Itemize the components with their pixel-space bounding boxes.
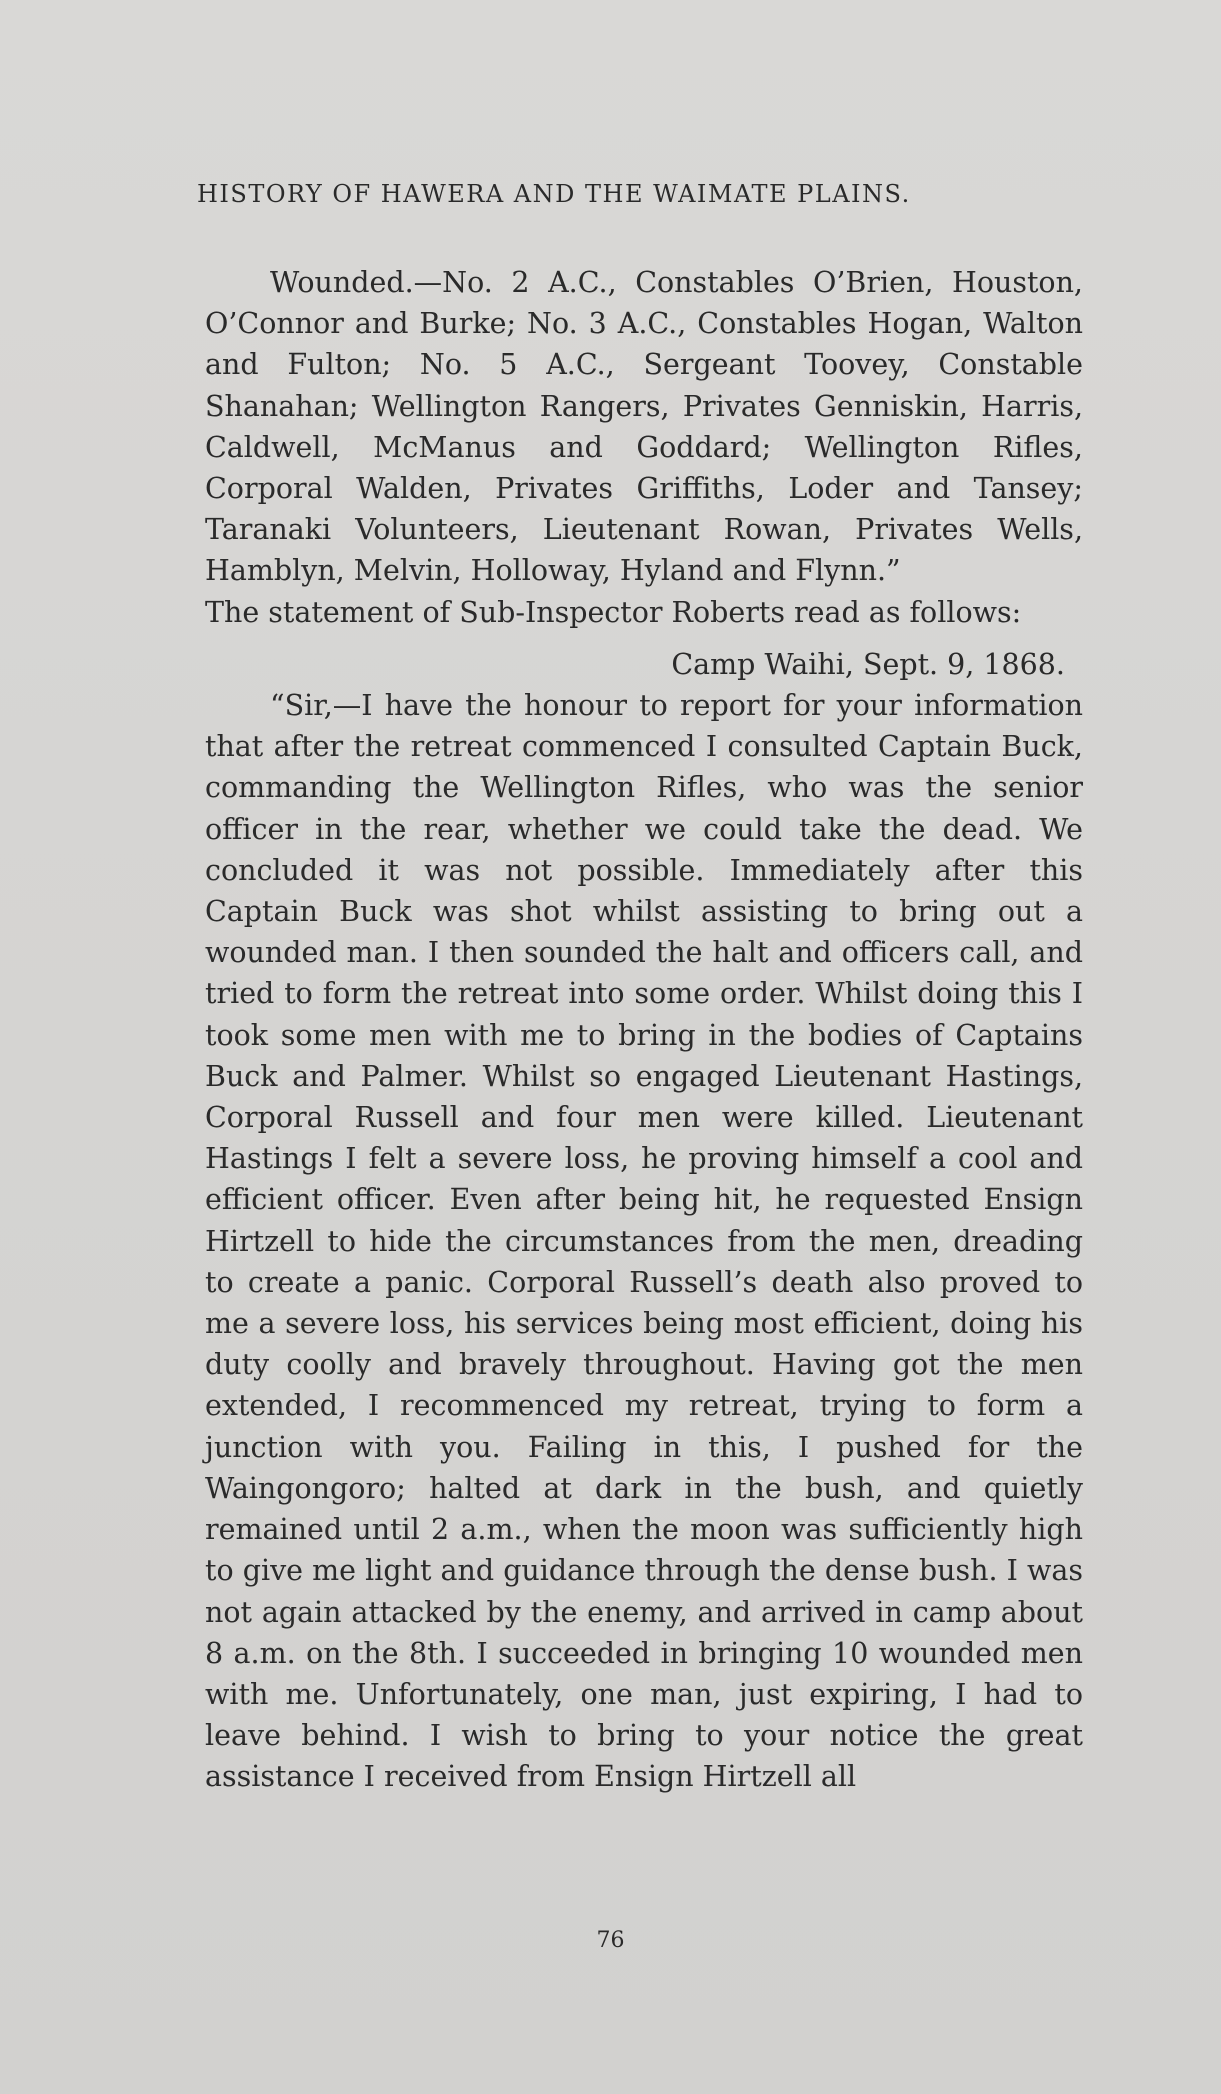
page-body xyxy=(205,262,1083,1798)
page-number: 76 xyxy=(596,1928,625,1953)
letter-paragraph: “Sir,—I have the honour to report for your information that after the retreat commenced I consulted Captain Buck, commanding the Wellington Rifles, who was the senior officer in the rear, whether we could take the dead. We concluded it was not possible. Immediately after this Captain Buck was shot whilst assisting to bring out a wounded man. I then sounded the halt and officers call, and tried to form the retreat into some order. Whilst doing this I took some men with me to bring in the bodies of Captains Buck and Palmer. Whilst so engaged Lieutenant Hastings, Corporal Russell and four men were killed. Lieutenant Hastings I felt a severe loss, he proving himself a cool and efficient officer. Even after being hit, he requested Ensign Hirtzell to hide the circumstances from the men, dreading to create a panic. Corporal Russell’s death also proved to me a severe loss, his services being most efficient, doing his duty coolly and bravely throughout. Having got the men extended, I recommenced my retreat, trying to form a junction with you. Failing in this, I pushed for the Waingongoro; halted at dark in the bush, and quietly remained until 2 a.m., when the moon was sufficiently high to give me light and guidance through the dense bush. I was not again attacked by the enemy, and arrived in camp about 8 a.m. on the 8th. I succeeded in bringing 10 wounded men with me. Unfortunately, one man, just expiring, I had to leave behind. I wish to bring to your notice the great assistance I received from Ensign Hirtzell all xyxy=(205,689,1083,1794)
statement-intro: The statement of Sub-Inspector Roberts read as follows: xyxy=(205,595,1022,629)
running-header: HISTORY OF HAWERA AND THE WAIMATE PLAINS. xyxy=(197,180,911,208)
wounded-list-paragraph: Wounded.—No. 2 A.C., Constables O’Brien, Houston, O’Connor and Burke; No. 3 A.C., Constables Hogan, Walton and Fulton; No. 5 A.C., Sergeant Toovey, Constable Shanahan; Wellington Rangers, Privates Genniskin, Harris, Caldwell, McManus and Goddard; Wellington Rifles, Corporal Walden, Privates Griffiths, Loder and Tansey; Taranaki Volunteers, Lieutenant Rowan, Privates Wells, Hamblyn, Melvin, Holloway, Hyland and Flynn.” xyxy=(205,266,1083,588)
letter-dateline: Camp Waihi, Sept. 9, 1868. xyxy=(671,647,1065,681)
